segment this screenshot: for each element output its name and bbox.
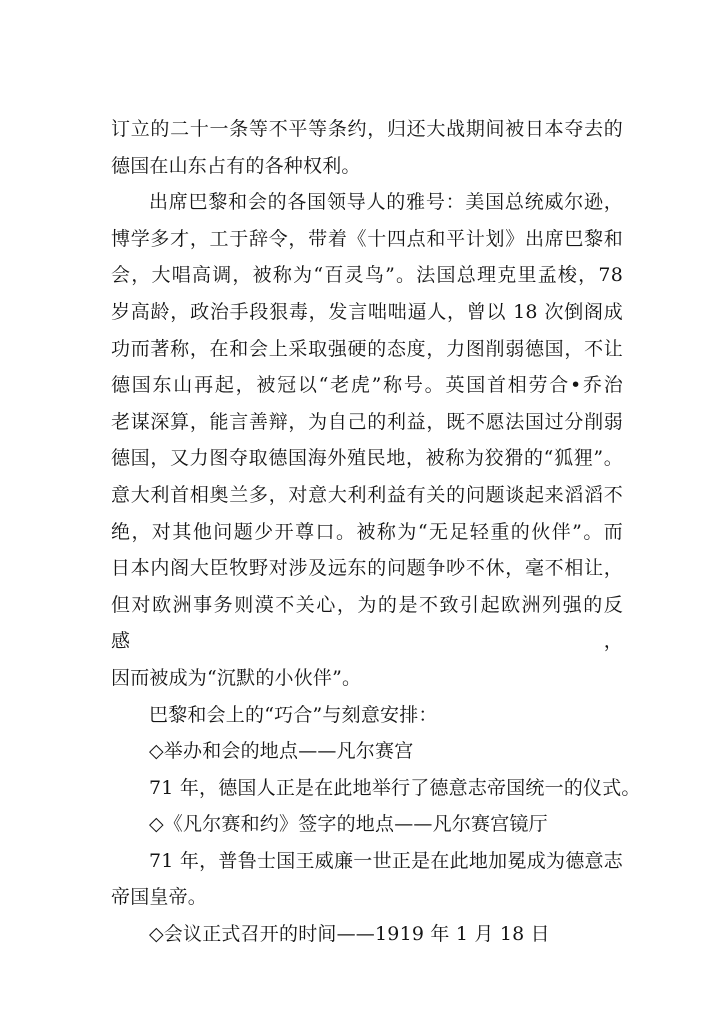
text-line: ◇举办和会的地点——凡尔赛宫 [149,740,414,763]
paragraph [111,770,641,807]
text-line: 巴黎和会上的“巧合”与刻意安排： [149,703,438,726]
text-line: 德国，又力图夺取德国海外殖民地，被称为狡猾的“狐狸”。 [111,447,623,470]
text-line: 博学多才，工于辞令，带着《十四点和平计划》出席巴黎和 [111,227,623,250]
paragraph [111,843,623,916]
text-line: 帝国皇帝。 [111,886,208,909]
text-line: 德国在山东占有的各种权利。 [111,154,361,177]
document-body [111,111,641,953]
paragraph [111,806,623,843]
paragraph [111,697,623,734]
text-line: 老谋深算，能言善辩，为自己的利益，既不愿法国过分削弱 [111,410,623,433]
text-line: 会，大唱高调，被称为“百灵鸟”。法国总理克里孟梭，78 [111,264,623,287]
text-line: 因而被成为“沉默的小伙伴”。 [111,666,362,689]
paragraph [111,111,623,184]
text-line: 绝，对其他问题少开尊口。被称为“无足轻重的伙伴”。而 [111,520,623,543]
paragraph [111,733,623,770]
text-line: 71 年，德国人正是在此地举行了德意志帝国统一的仪式。 [149,776,641,799]
text-line: ◇会议正式召开的时间——1919 年 1 月 18 日 [149,923,550,946]
text-line: 订立的二十一条等不平等条约，归还大战期间被日本夺去的 [111,118,623,140]
paragraph [111,184,623,696]
text-line: 出席巴黎和会的各国领导人的雅号：美国总统威尔逊， [149,191,623,214]
text-line: 岁高龄，政治手段狠毒，发言咄咄逼人，曾以 18 次倒阁成 [111,300,623,323]
text-line: ◇《凡尔赛和约》签字的地点——凡尔赛宫镜厅 [149,813,548,836]
text-line: 功而著称，在和会上采取强硬的态度，力图削弱德国，不让 [111,337,623,360]
text-line: 但对欧洲事务则漠不关心，为的是不致引起欧洲列强的反感， [111,593,623,653]
text-line: 意大利首相奥兰多，对意大利利益有关的问题谈起来滔滔不 [111,483,623,506]
text-line: 德国东山再起，被冠以“老虎”称号。英国首相劳合•乔治 [111,374,623,397]
text-line: 日本内阁大臣牧野对涉及远东的问题争吵不休，毫不相让， [111,557,623,580]
paragraph [111,916,623,953]
text-line: 71 年，普鲁士国王威廉一世正是在此地加冕成为德意志 [149,849,623,872]
